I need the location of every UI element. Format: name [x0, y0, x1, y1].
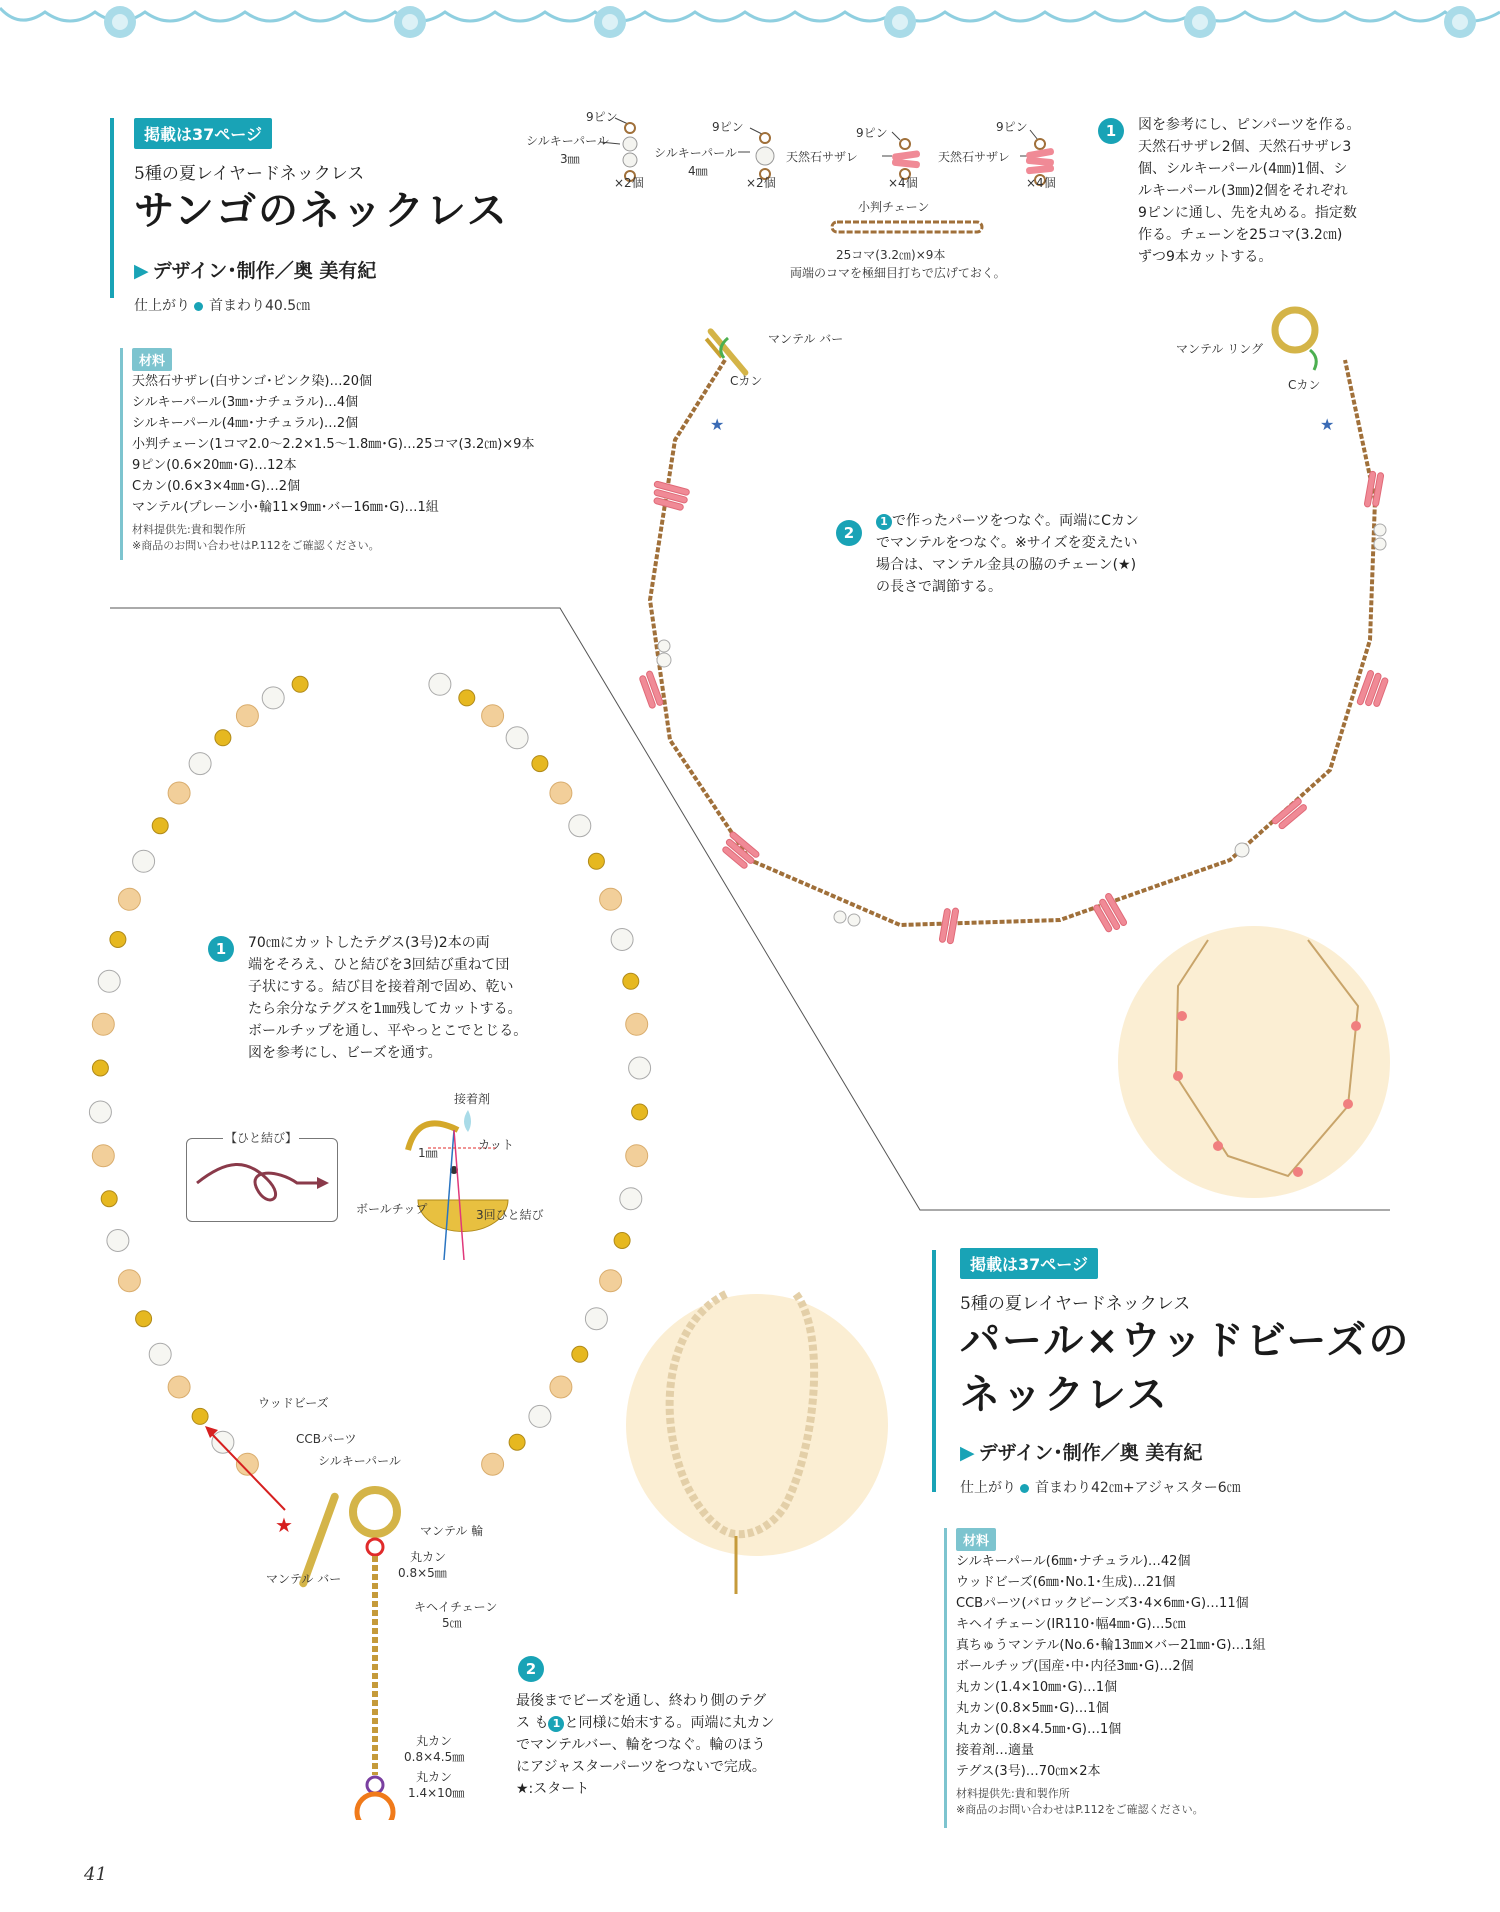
- page-reference-tag: 掲載は37ページ: [134, 118, 272, 149]
- step-line: ルキーパール(3㎜)2個をそれぞれ: [1138, 183, 1348, 199]
- wood-bead: [168, 1376, 190, 1398]
- material-item: テグス(3号)…70㎝×2本: [956, 1764, 1101, 1779]
- step-line: の長さで調節する。: [876, 579, 1002, 595]
- step-line: でマンテルバー、輪をつなぐ。輪のほう: [516, 1737, 766, 1753]
- step2-mid: ス も: [516, 1715, 549, 1731]
- step2-badge: 2: [836, 520, 862, 546]
- label-triple-knot: 3回ひと結び: [476, 1208, 544, 1222]
- label-marukan2: 丸カン: [416, 1734, 453, 1748]
- pin-label-2: 9ピン: [712, 120, 744, 134]
- wood-bead: [600, 888, 622, 910]
- star-icon: ★: [1320, 415, 1335, 434]
- inquiry-note-2: ※商品のお問い合わせはP.112をご確認ください。: [956, 1803, 1204, 1816]
- ccb-bead: [614, 1233, 630, 1249]
- step1-badge: 1: [1098, 118, 1124, 144]
- label-kihei: キヘイチェーン: [414, 1600, 498, 1614]
- pearl-bead: [569, 815, 591, 837]
- wood-bead: [92, 1145, 114, 1167]
- knot-diagram: [186, 1131, 338, 1222]
- pin-label-3: 9ピン: [856, 126, 888, 140]
- materials-label: 材料: [132, 348, 172, 371]
- step-line: 作る。チェーンを25コマ(3.2㎝): [1138, 227, 1343, 243]
- part1-count: ×2個: [614, 176, 644, 190]
- ccb-bead: [101, 1191, 117, 1207]
- design-credit-text-2: デザイン･制作／奥 美有紀: [978, 1442, 1203, 1464]
- part3-count: ×4個: [888, 176, 918, 190]
- ccb-bead: [215, 730, 231, 746]
- pin-label-1: 9ピン: [586, 110, 618, 124]
- wood-bead: [118, 1270, 140, 1292]
- rose-garland-border: [0, 0, 1500, 48]
- step-line: たら余分なテグスを1㎜残してカットする。: [248, 1001, 522, 1017]
- label-ball-chip: ボールチップ: [356, 1202, 428, 1216]
- materials1-accent-bar: [120, 348, 123, 560]
- chain-segment: [832, 222, 982, 232]
- step-ref-icon-2: 1: [548, 1716, 564, 1732]
- ball-chip-diagram: [368, 1090, 568, 1270]
- section1-accent-bar: [110, 118, 114, 298]
- label-1mm: 1㎜: [418, 1146, 438, 1160]
- ccb-bead: [292, 676, 308, 692]
- chain-count: 25コマ(3.2㎝)×9本: [836, 248, 946, 262]
- section2-accent-bar: [932, 1250, 936, 1492]
- step-line: で作ったパーツをつなぐ。両端にCカン: [892, 513, 1139, 529]
- step2-mid-after: と同様に始末する。両端に丸カン: [564, 1715, 775, 1731]
- pearl-bead: [89, 1101, 111, 1123]
- star-icon: ★: [710, 415, 725, 434]
- necklace1-title: サンゴのネックレス: [134, 187, 509, 234]
- pearl-bead: [149, 1343, 171, 1365]
- step-line: 場合は、マンテル金具の脇のチェーン(★): [876, 557, 1137, 573]
- wood-bead: [626, 1013, 648, 1035]
- finish-label-2: 仕上がり: [960, 1480, 1016, 1496]
- necklace2-title-line2: ネックレス: [960, 1371, 1169, 1418]
- material-item: シルキーパール(4㎜･ナチュラル)…2個: [132, 416, 359, 431]
- part2-count: ×2個: [746, 176, 776, 190]
- start-note: ★:スタート: [516, 1781, 590, 1797]
- wood-bead: [92, 1013, 114, 1035]
- pearl-bead: [585, 1308, 607, 1330]
- ccb-bead: [632, 1104, 648, 1120]
- material-item: 丸カン(0.8×4.5㎜･G)…1個: [956, 1722, 1122, 1737]
- wood-bead: [482, 1453, 504, 1475]
- section2-header: [960, 1248, 1410, 1497]
- necklace2-title-line1: パール×ウッドビーズの: [960, 1317, 1411, 1364]
- label-marukan3-size: 1.4×10㎜: [408, 1786, 465, 1800]
- mantel-ring-2: [353, 1490, 397, 1534]
- label-mantel-bar: マンテル バー: [768, 332, 844, 346]
- material-item: 小判チェーン(1コマ2.0〜2.2×1.5〜1.8㎜･G)…25コマ(3.2㎝)×9本: [132, 437, 535, 452]
- mantel-bar: [705, 327, 750, 377]
- pin-label-4: 9ピン: [996, 120, 1028, 134]
- material-item: 丸カン(1.4×10㎜･G)…1個: [956, 1680, 1118, 1695]
- finish-label: 仕上がり: [134, 298, 190, 314]
- wood-bead: [626, 1145, 648, 1167]
- materials-label-2: 材料: [956, 1528, 996, 1551]
- pearl-bead: [189, 753, 211, 775]
- finish-value-2: 首まわり42㎝+アジャスター6㎝: [1035, 1480, 1241, 1496]
- marukan-purple: [367, 1777, 383, 1793]
- start-arrow: [208, 1430, 285, 1510]
- start-star-icon: ★: [275, 1513, 293, 1537]
- pearl-bead: [611, 929, 633, 951]
- part4-count: ×4個: [1026, 176, 1056, 190]
- step-line: 70㎝にカットしたテグス(3号)2本の両: [248, 935, 490, 951]
- step-line: 端をそろえ、ひと結びを3回結び重ねて団: [248, 957, 510, 973]
- bullet-icon: [1020, 1484, 1029, 1493]
- chain-note: 両端のコマを極細目打ちで広げておく。: [790, 266, 1006, 280]
- material-item: シルキーパール(3㎜･ナチュラル)…4個: [132, 395, 359, 410]
- pearl-bead: [620, 1188, 642, 1210]
- marukan-orange: [357, 1794, 393, 1820]
- subtitle: 5種の夏レイヤードネックレス: [134, 164, 365, 184]
- pearl-bead: [529, 1405, 551, 1427]
- step2-text-2: [516, 1690, 846, 1800]
- step2-text: [876, 510, 1196, 598]
- step-line: 図を参考にし、ピンパーツを作る。: [1138, 117, 1361, 133]
- part2-size: 4㎜: [688, 164, 708, 178]
- marukan-red: [367, 1539, 383, 1555]
- material-item: シルキーパール(6㎜･ナチュラル)…42個: [956, 1554, 1191, 1569]
- material-item: ウッドビーズ(6㎜･No.1･生成)…21個: [956, 1575, 1176, 1590]
- label-mantel-ring-2: マンテル 輪: [420, 1524, 484, 1538]
- ccb-bead: [110, 932, 126, 948]
- label-mantel-bar-2: マンテル バー: [266, 1572, 342, 1586]
- wood-bead: [482, 705, 504, 727]
- label-silky: シルキーパール: [318, 1454, 401, 1468]
- label-marukan1: 丸カン: [410, 1550, 447, 1564]
- materials1: [132, 348, 652, 554]
- label-marukan2-size: 0.8×4.5㎜: [404, 1750, 465, 1764]
- c-kan-right: [1310, 350, 1316, 370]
- step-line: でマンテルをつなぐ。※サイズを変えたい: [876, 535, 1138, 551]
- subtitle-2: 5種の夏レイヤードネックレス: [960, 1294, 1191, 1314]
- chain-label: 小判チェーン: [858, 200, 930, 214]
- section1-header: [134, 118, 509, 315]
- bullet-icon: [194, 302, 203, 311]
- page-reference-tag-2: 掲載は37ページ: [960, 1248, 1098, 1279]
- pearl-bead: [107, 1230, 129, 1252]
- ccb-bead: [152, 818, 168, 834]
- finish-size-2: [960, 1477, 1410, 1497]
- step-line: 図を参考にし、ビーズを通す。: [248, 1045, 442, 1061]
- ccb-bead: [588, 853, 604, 869]
- material-item: マンテル(プレーン小･輪11×9㎜･バー16㎜･G)…1組: [132, 500, 439, 515]
- step1-badge-2: 1: [208, 936, 234, 962]
- wood-bead: [118, 888, 140, 910]
- wood-bead: [550, 782, 572, 804]
- design-credit-2: [960, 1438, 1410, 1465]
- part2-name: シルキーパール: [654, 146, 737, 160]
- ccb-bead: [509, 1434, 525, 1450]
- step-line: 個、シルキーパール(4㎜)1個、シ: [1138, 161, 1348, 177]
- materials-list-2: [956, 1551, 1476, 1782]
- triangle-icon: ▶: [134, 260, 149, 282]
- pearl-bead: [429, 673, 451, 695]
- ccb-bead: [192, 1408, 208, 1424]
- material-item: キヘイチェーン(IR110･幅4㎜･G)…5㎝: [956, 1617, 1186, 1632]
- label-marukan3: 丸カン: [416, 1770, 453, 1784]
- label-glue: 接着剤: [454, 1092, 491, 1106]
- step2-badge-2: 2: [518, 1656, 544, 1682]
- part3-name: 天然石サザレ: [786, 150, 858, 164]
- pearl-bead: [98, 970, 120, 992]
- mantel-ring: [1275, 310, 1316, 370]
- knot-label: 【ひと結び】: [225, 1131, 298, 1145]
- step1-text: [1138, 114, 1478, 268]
- ccb-bead: [92, 1060, 108, 1076]
- ccb-bead: [532, 756, 548, 772]
- pearl-wood-necklace-photo: [626, 1294, 888, 1556]
- design-credit: [134, 256, 509, 283]
- step-line: ずつ9本カットする。: [1138, 249, 1273, 265]
- coral-sazare-pin-a: [892, 139, 921, 179]
- materials-list: [132, 371, 652, 518]
- material-item: 天然石サザレ(白サンゴ･ピンク染)…20個: [132, 374, 373, 389]
- material-item: 9ピン(0.6×20㎜･G)…12本: [132, 458, 297, 473]
- silky-pearl-4mm-pin: [756, 133, 774, 179]
- finish-size: [134, 295, 509, 315]
- label-wood: ウッドビーズ: [258, 1396, 329, 1410]
- ccb-bead: [623, 973, 639, 989]
- pearl-bead: [133, 850, 155, 872]
- step-line: ボールチップを通し、平やっとこでとじる。: [248, 1023, 528, 1039]
- ccb-bead: [136, 1311, 152, 1327]
- finish-value: 首まわり40.5㎝: [209, 298, 311, 314]
- silky-pearl-3mm-pin: [623, 123, 637, 181]
- label-mantel-ring: マンテル リング: [1176, 342, 1263, 356]
- label-cut: カット: [478, 1138, 514, 1152]
- material-item: 真ちゅうマンテル(No.6･輪13㎜×バー21㎜･G)…1組: [956, 1638, 1266, 1653]
- design-credit-text: デザイン･制作／奥 美有紀: [152, 260, 377, 282]
- step-line: 天然石サザレ2個、天然石サザレ3: [1138, 139, 1352, 155]
- step-line: 最後までビーズを通し、終わり側のテグ: [516, 1693, 767, 1709]
- supplier-note: 材料提供先:貴和製作所: [132, 523, 246, 536]
- step-ref-icon: 1: [876, 514, 892, 530]
- page-number: 41: [84, 1864, 107, 1885]
- wood-bead: [236, 705, 258, 727]
- material-item: CCBパーツ(バロックビーンズ3･4×6㎜･G)…11個: [956, 1596, 1249, 1611]
- materials2: [956, 1528, 1476, 1818]
- supplier-note-2: 材料提供先:貴和製作所: [956, 1787, 1070, 1800]
- material-item: ボールチップ(国産･中･内径3㎜･G)…2個: [956, 1659, 1194, 1674]
- material-item: Cカン(0.6×3×4㎜･G)…2個: [132, 479, 301, 494]
- label-marukan1-size: 0.8×5㎜: [398, 1566, 447, 1580]
- wood-bead: [168, 782, 190, 804]
- pearl-bead: [212, 1431, 234, 1453]
- pearl-bead: [629, 1057, 651, 1079]
- ccb-bead: [459, 690, 475, 706]
- label-c-kan-right: Cカン: [1288, 378, 1321, 392]
- triangle-icon: ▶: [960, 1442, 975, 1464]
- step-line: 子状にする。結び目を接着剤で固め、乾い: [248, 979, 514, 995]
- material-item: 丸カン(0.8×5㎜･G)…1個: [956, 1701, 1109, 1716]
- part1-name: シルキーパール: [526, 134, 609, 148]
- part4-name: 天然石サザレ: [938, 150, 1010, 164]
- ccb-bead: [572, 1346, 588, 1362]
- pearl-bead: [262, 687, 284, 709]
- wood-bead: [550, 1376, 572, 1398]
- step-line: にアジャスターパーツをつないで完成。: [516, 1759, 766, 1775]
- label-kihei-len: 5㎝: [442, 1616, 462, 1630]
- step-line: 9ピンに通し、先を丸める。指定数: [1138, 205, 1357, 221]
- pearl-bead: [506, 727, 528, 749]
- label-c-kan-left: Cカン: [730, 374, 763, 388]
- material-item: 接着剤…適量: [956, 1743, 1035, 1758]
- part1-size: 3㎜: [560, 152, 580, 166]
- wood-bead: [600, 1270, 622, 1292]
- step1-text-2: [248, 932, 588, 1064]
- label-ccb: CCBパーツ: [296, 1432, 357, 1446]
- inquiry-note: ※商品のお問い合わせはP.112をご確認ください。: [132, 539, 380, 552]
- materials2-accent-bar: [944, 1528, 947, 1828]
